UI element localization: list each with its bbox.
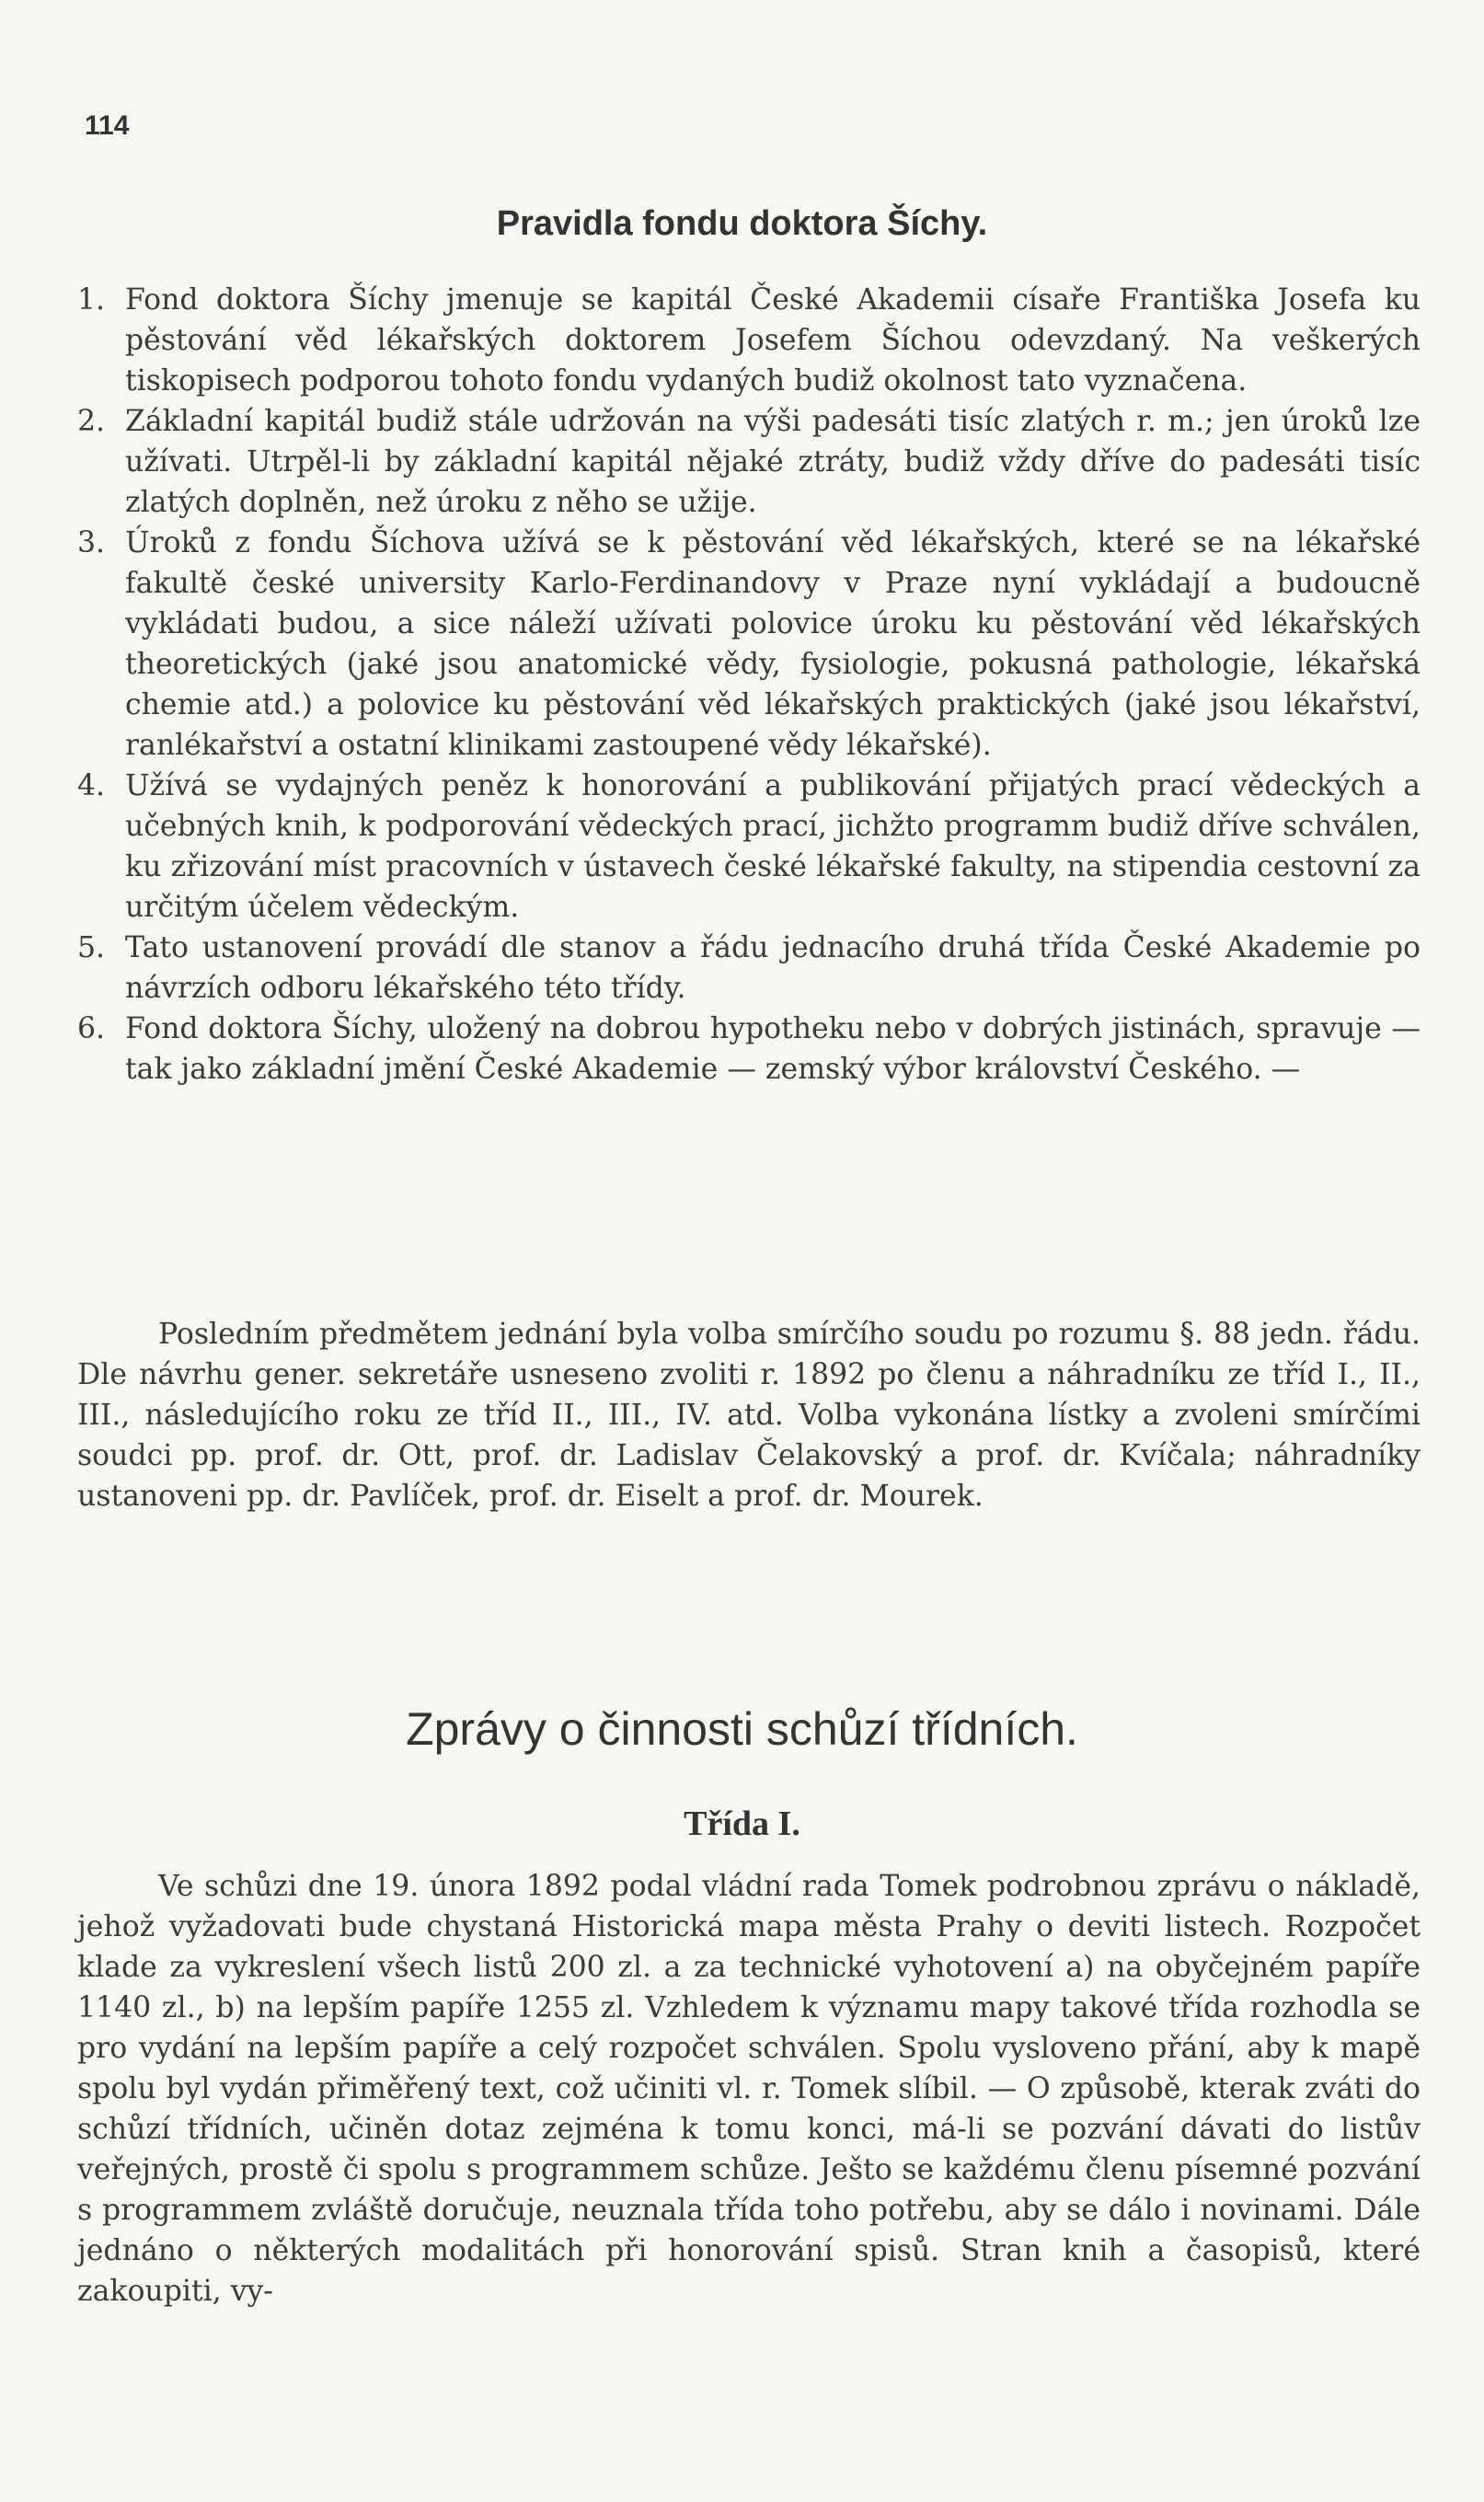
- class-section: [77, 1866, 1421, 2312]
- rule-number: 5.: [77, 931, 106, 964]
- rule-text: Fond doktora Šíchy jmenuje se kapitál České Akademii císaře Františka Josefa ku pěstování věd lékařských doktorem Josefem Šíchou odevzdaný. Na veškerých tiskopisech podporou tohoto fondu vydaných budiž okolnost tato vyznačena.: [125, 283, 1421, 398]
- rule-number: 1.: [77, 283, 106, 317]
- rule-item: [77, 401, 1421, 523]
- rule-number: 6.: [77, 1012, 106, 1045]
- rule-text: Tato ustanovení provádí dle stanov a řádu jednacího druhá třída České Akademie po návrzích odboru lékařského této třídy.: [125, 931, 1421, 1005]
- page-number: 114: [85, 110, 130, 141]
- rule-item: [77, 1009, 1421, 1090]
- rules-list: [77, 280, 1421, 1090]
- election-paragraph: Posledním předmětem jednání byla volba smírčího soudu po rozumu §. 88 jedn. řádu. Dle návrhu gener. sekretáře usneseno zvoliti r. 1892 po členu a náhradníku ze tříd I., II., III., následujícího roku ze tříd II., III., IV. atd. Volba vykonána lístky a zvoleni smírčími soudci pp. prof. dr. Ott, prof. dr. Ladislav Čelakovský a prof. dr. Kvíčala; náhradníky ustanoveni pp. dr. Pavlíček, prof. dr. Eiselt a prof. dr. Mourek.: [77, 1318, 1421, 1513]
- rule-number: 2.: [77, 405, 106, 438]
- election-section: [77, 1314, 1421, 1516]
- rule-number: 4.: [77, 769, 106, 802]
- class-title: Třída I.: [684, 1804, 800, 1843]
- rule-text: Úroků z fondu Šíchova užívá se k pěstování věd lékařských, které se na lékařské fakultě české university Karlo-Ferdinandovy v Praze nyní vykládají a budoucně vykládati budou, a sice náleží užívati polovice úroku ku pěstování věd lékařských theoretických (jaké jsou anatomické vědy, fysiologie, pokusná pathologie, lékařská chemie atd.) a polovice ku pěstování věd lékařských praktických (jaké jsou lékařství, ranlékařství a ostatní klinikami zastoupené vědy lékařské).: [125, 526, 1421, 762]
- rule-text: Užívá se vydajných peněz k honorování a publikování přijatých prací vědeckých a učebných knih, k podporování vědeckých prací, jichžto programm budiž dříve schválen, ku zřizování míst pracovních v ústavech české lékařské fakulty, na stipendia cestovní za určitým účelem vědeckým.: [125, 769, 1421, 924]
- rules-title: Pravidla fondu doktora Šíchy.: [496, 204, 988, 243]
- class-paragraph: Ve schůzi dne 19. února 1892 podal vládní rada Tomek podrobnou zprávu o nákladě, jehož vyžadovati bude chystaná Historická mapa města Prahy o deviti listech. Rozpočet klade za vykreslení všech listů 200 zl. a za technické vyhotovení a) na obyčejném papíře 1140 zl., b) na lepším papíře 1255 zl. Vzhledem k významu mapy takové třída rozhodla se pro vydání na lepším papíře a celý rozpočet schválen. Spolu vysloveno přání, aby k mapě spolu byl vydán přiměřený text, což učiniti vl. r. Tomek slíbil. — O způsobě, kterak zváti do schůzí třídních, učiněn dotaz zejména k tomu konci, má-li se pozvání dávati do listův veřejných, prostě či spolu s programmem schůze. Ješto se každému členu písemné pozvání s programmem zvláště doručuje, neuznala třída toho potřebu, aby se dálo i novinami. Dále jednáno o některých modalitách při honorování spisů. Stran knih a časopisů, které zakoupiti, vy-: [77, 1870, 1421, 2308]
- rule-item: [77, 928, 1421, 1009]
- reports-title: Zprávy o činnosti schůzí třídních.: [406, 1703, 1078, 1755]
- rule-item: [77, 280, 1421, 401]
- rule-text: Základní kapitál budiž stále udržován na výši padesáti tisíc zlatých r. m.; jen úroků lze užívati. Utrpěl-li by základní kapitál nějaké ztráty, budiž vždy dříve do padesáti tisíc zlatých doplněn, než úroku z něho se užije.: [125, 405, 1421, 519]
- rule-item: [77, 523, 1421, 766]
- rule-item: [77, 766, 1421, 928]
- rule-number: 3.: [77, 526, 106, 559]
- rule-text: Fond doktora Šíchy, uložený na dobrou hypotheku nebo v dobrých jistinách, spravuje — tak jako základní jmění České Akademie — zemský výbor království Českého. —: [125, 1012, 1421, 1086]
